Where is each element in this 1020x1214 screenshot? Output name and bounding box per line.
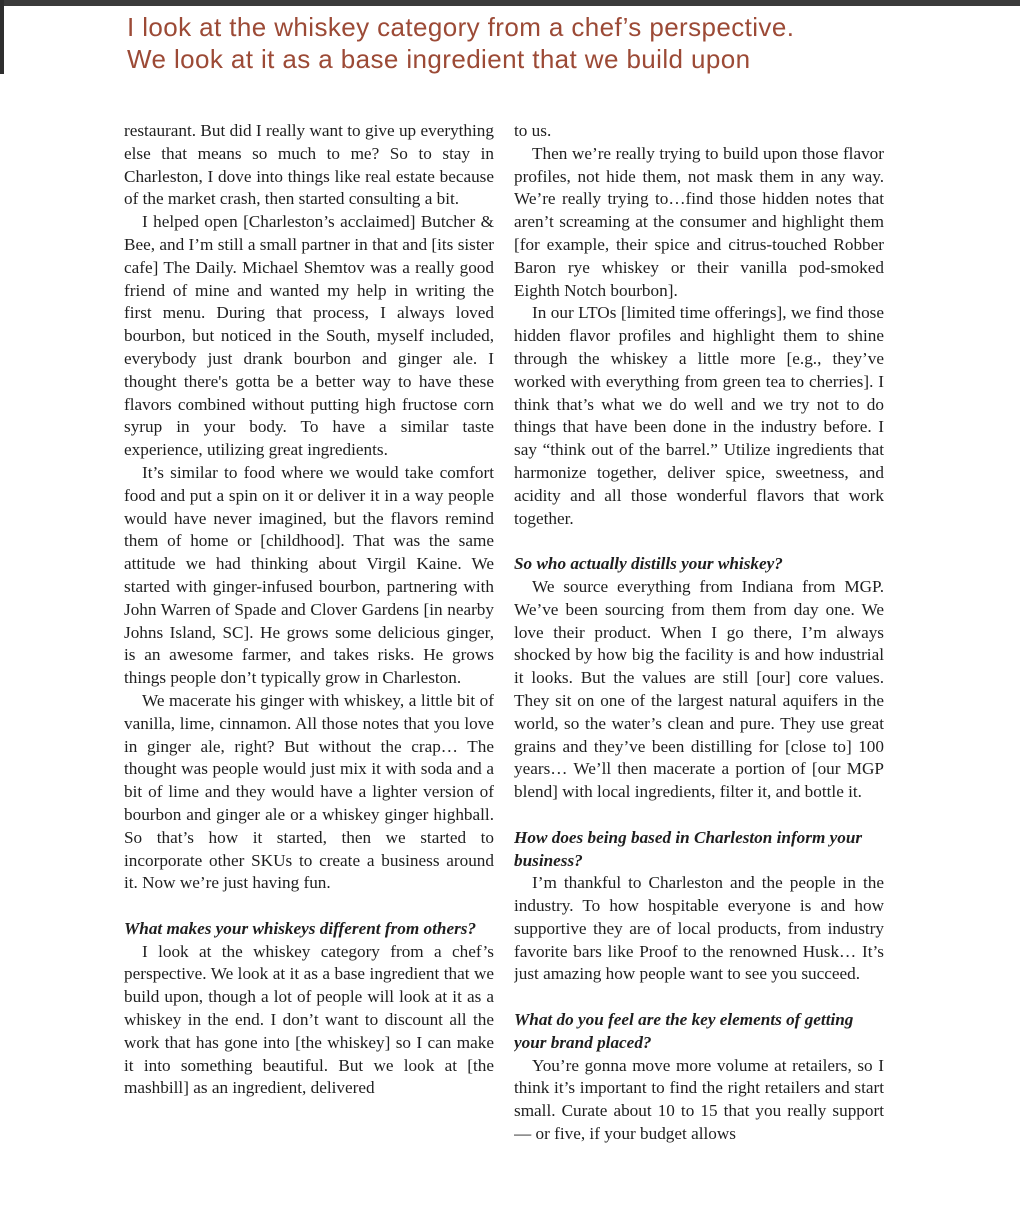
paragraph: We source everything from Indiana from MGP. We’ve been sourcing from them from day one. We love their product. When I go there, I’m always shocked by how big the facility is and how industrial it looks. But the values are still [our] core values. They sit on one of the largest natural aquifers in the world, so the water’s clean and pure. They use great grains and they’ve been distilling for [close to] 100 years… We’ll then macerate a portion of [our MGP blend] with local ingredients, filter it, and bottle it. — [514, 576, 884, 802]
pull-quote-line1: I look at the whiskey category from a chef’s perspective. — [127, 12, 795, 42]
top-border-bar — [0, 0, 1020, 6]
question-heading: So who actually distills your whiskey? — [514, 554, 783, 574]
paragraph: It’s similar to food where we would take comfort food and put a spin on it or deliver it in a way people would have never imagined, but the flavors remind them of home or [childhood]. That was the same attitude we had thinking about Virgil Kaine. We started with ginger-infused bourbon, partnering with John Warren of Spade and Clover Gardens [in nearby Johns Island, SC]. He grows some delicious ginger, is an awesome farmer, and takes risks. He grows things people don’t typically grow in Charleston. — [124, 462, 494, 688]
paragraph: You’re gonna move more volume at retailers, so I think it’s important to find the right retailers and start small. Curate about 10 to 15 that you really support — or five, if your budget allows — [514, 1055, 884, 1144]
paragraph: Then we’re really trying to build upon those flavor profiles, not hide them, not mask them in any way. We’re really trying to…find those hidden notes that aren’t screaming at the consumer and highlight them [for example, their spice and citrus-touched Robber Baron rye whiskey or their vanilla pod-smoked Eighth Notch bourbon]. — [514, 143, 884, 300]
left-column — [124, 120, 494, 1214]
paragraph: I helped open [Charleston’s acclaimed] Butcher & Bee, and I’m still a small partner in that and [its sister cafe] The Daily. Michael Shemtov was a really good friend of mine and wanted my help in writing the first menu. During that process, I always loved bourbon, but noticed in the South, myself included, everybody just drank bourbon and ginger ale. I thought there's gotta be a better way to have these flavors combined without putting high fructose corn syrup in your body. To have a similar taste experience, utilizing great ingredients. — [124, 212, 494, 460]
article-body — [124, 120, 884, 1214]
question-heading: What makes your whiskeys different from others? — [124, 918, 477, 938]
pull-quote-line2: We look at it as a base ingredient that we build upon — [127, 44, 751, 74]
left-edge-mark — [0, 0, 4, 74]
paragraph: to us. — [514, 121, 552, 140]
paragraph: I look at the whiskey category from a chef’s perspective. We look at it as a base ingredient that we build upon, though a lot of people will look at it as a whiskey in the end. I don’t want to discount all the work that has gone into [the whiskey] so I can make it into something beautiful. But we look at [the mashbill] as an ingredient, delivered — [124, 941, 494, 1098]
paragraph: I’m thankful to Charleston and the people in the industry. To how hospitable everyone is and how supportive they are of local products, from industry favorite bars like Proof to the renowned Husk… It’s just amazing how people want to see you succeed. — [514, 873, 884, 984]
paragraph: In our LTOs [limited time offerings], we find those hidden flavor profiles and highlight them to shine through the whiskey a little more [e.g., they’ve worked with everything from green tea to cherries]. I think that’s what we do well and we try not to do things that have been done in the industry before. I say “think out of the barrel.” Utilize ingredients that harmonize together, deliver spice, sweetness, and acidity and all those wonderful flavors that work together. — [514, 303, 884, 528]
paragraph: We macerate his ginger with whiskey, a little bit of vanilla, lime, cinnamon. All those notes that you love in ginger ale, right? But without the crap… The thought was people would just mix it with soda and a bit of lime and they would have a lighter version of bourbon and ginger ale or a whiskey ginger highball. So that’s how it started, then we started to incorporate other SKUs to create a business around it. Now we’re just having fun. — [124, 690, 494, 893]
question-heading: How does being based in Charleston inform your business? — [514, 827, 863, 870]
question-heading: What do you feel are the key elements of getting your brand placed? — [514, 1010, 854, 1052]
pull-quote — [127, 11, 947, 75]
paragraph: restaurant. But did I really want to give up everything else that means so much to me? So to stay in Charleston, I dove into things like real estate because of the market crash, then started consulting a bit. — [124, 121, 494, 209]
right-column — [514, 120, 884, 1214]
